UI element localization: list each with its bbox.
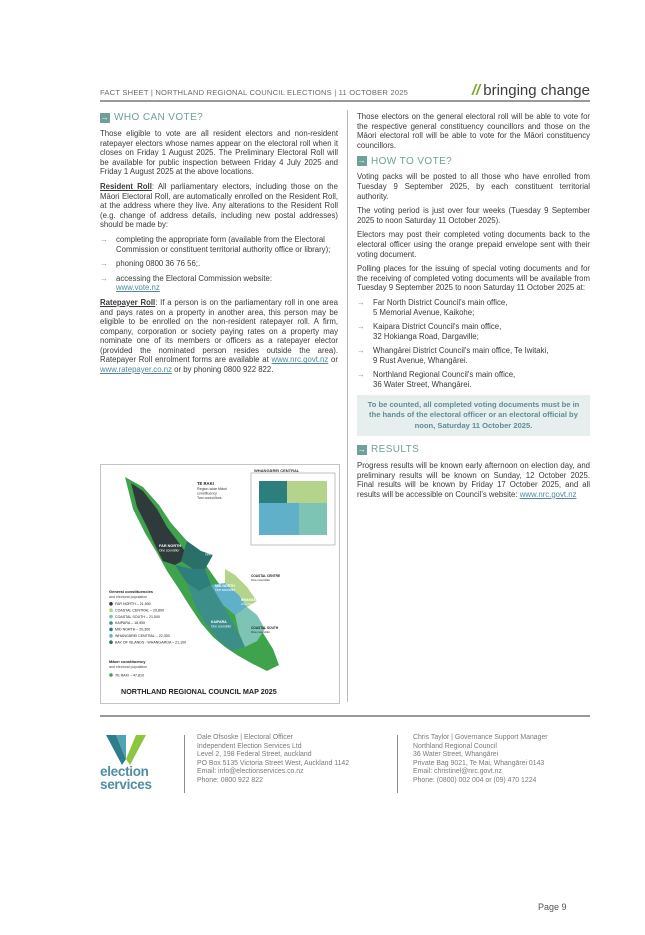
legend-label: MID NORTH – 20,300 <box>115 627 151 632</box>
voting-packs-paragraph: Voting packs will be posted to all those who have enrolled from Tuesday 9 September 2025, by each constituent territorial authority. <box>357 172 590 201</box>
vote-nz-link[interactable]: www.vote.nz <box>116 283 160 293</box>
list-item-text: phoning 0800 36 76 56;. <box>116 259 201 269</box>
footer-rule <box>100 715 590 717</box>
contact-line: 36 Water Street, Whangārei <box>413 751 499 759</box>
election-services-logo <box>100 735 162 795</box>
legend-dot <box>109 673 113 677</box>
region-sub: One councillor <box>159 548 180 553</box>
te-raki-sub2: constituency <box>197 491 217 496</box>
region-label: WHANGĀREI CENTRAL <box>241 598 278 602</box>
maori-legend-label: TE RAKI – 47,810 <box>115 673 144 678</box>
region-label: MID NORTH <box>215 584 235 588</box>
list-item <box>100 235 338 254</box>
inset-title: WHANGĀREI CENTRAL <box>254 468 300 473</box>
or-text: or <box>328 355 338 365</box>
arrow-icon: → <box>100 234 108 244</box>
map-title: NORTHLAND REGIONAL COUNCIL MAP 2025 <box>121 687 277 696</box>
phone-text: or by phoning 0800 922 822. <box>171 365 274 375</box>
region-label: COASTAL CENTRE <box>251 574 281 578</box>
contact-line: Level 2, 198 Federal Street, auckland <box>197 751 312 759</box>
polling-places-list <box>357 298 590 390</box>
te-raki-sub3: Two councillors <box>197 496 222 500</box>
arrow-icon: → <box>100 259 108 269</box>
place-line2: 32 Hokianga Road, Dargaville; <box>373 331 479 341</box>
arrow-icon: → <box>100 273 108 283</box>
header-text: FACT SHEET | NORTHLAND REGIONAL COUNCIL ELECTIONS | 11 OCTOBER 2025 <box>100 88 409 97</box>
polling-places-paragraph: Polling places for the issuing of special voting documents and for the receiving of completed voting documents will be available from Tuesday 9 September 2025 to noon Saturday 11 October 2025 at: <box>357 264 590 293</box>
contact-line: Email: christinel@nrc.govt.nz <box>413 768 502 776</box>
contact-line: Private Bag 9021, Te Mai, Whangārei 0143 <box>413 759 545 767</box>
maori-legend-title: Māori constituency <box>109 659 146 664</box>
section-title: HOW TO VOTE? <box>371 155 453 167</box>
contact-line: PO Box 5135 Victoria Street West, Auckland 1142 <box>197 759 350 767</box>
legend-dot <box>109 640 113 644</box>
legend-dot <box>109 634 113 638</box>
region-sub: One councillor <box>205 552 226 557</box>
column-divider <box>347 110 348 702</box>
region-sub: One councillor <box>251 578 271 582</box>
list-item <box>100 274 338 293</box>
contact-line: Phone: (0800) 002 004 or (09) 470 1224 <box>413 776 537 784</box>
who-can-vote-intro: Those eligible to vote are all resident electors and non-resident ratepayer electors whose names appear on the electoral roll when it closes on Friday 1 August 2025. The Preliminary Electoral Roll will be available for public inspection between Friday 4 July 2025 and Friday 1 August 2025 at the above locations. <box>100 129 338 177</box>
list-item <box>100 259 338 269</box>
legend-label: BAY OF ISLANDS - WHANGAROA – 21,100 <box>115 640 187 645</box>
region-sub: One councillor <box>241 602 261 606</box>
list-item <box>357 322 590 341</box>
constituency-map <box>100 464 340 704</box>
region-label: KAIPARA <box>211 620 227 624</box>
legend-title: General constituencies <box>109 589 154 594</box>
how-to-vote-heading <box>357 155 590 167</box>
arrow-icon: → <box>357 322 365 332</box>
arrow-icon: → <box>357 297 365 307</box>
arrow-box-icon: → <box>357 445 367 455</box>
logo-mark-icon <box>106 735 146 765</box>
place-line2: 9 Rust Avenue, Whangārei. <box>373 355 468 365</box>
region-sub: One councillor <box>215 588 236 592</box>
header-rule <box>100 100 590 102</box>
contact-line: Chris Taylor | Governance Support Manager <box>413 734 548 741</box>
resident-roll-label: Resident Roll <box>100 181 152 191</box>
legend-label: WHANGĀREI CENTRAL – 22,300 <box>115 634 170 638</box>
right-column <box>357 112 590 505</box>
electoral-officer-contact <box>197 734 349 786</box>
place-line2: 5 Memorial Avenue, Kaikohe; <box>373 307 475 317</box>
page-number: Page 9 <box>538 902 567 912</box>
region-label: FAR NORTH <box>159 544 182 548</box>
resident-roll-text: : All parliamentary electors, including those on the Māori Electoral Roll, are automatically enrolled on the Resident Roll, at the address where they live. Any alterations to the Resident Roll (e.g. change of address details, including new postal addresses) should be made by: <box>100 181 338 230</box>
legend-dot <box>109 602 113 606</box>
te-raki-sub1: Region-wide Māori <box>197 487 227 491</box>
logo-line1: election <box>100 764 149 779</box>
arrow-icon: → <box>357 370 365 380</box>
voting-period-paragraph: The voting period is just over four weeks (Tuesday 9 September 2025 to noon Saturday 11 October 2025). <box>357 206 590 225</box>
who-can-vote-heading <box>100 112 338 124</box>
section-title: RESULTS <box>371 444 420 456</box>
header-tagline <box>472 82 590 99</box>
deadline-callout: To be counted, all completed voting documents must be in the hands of the electoral officer or an electoral official by noon, Saturday 11 October 2025. <box>357 395 590 437</box>
logo-line2: services <box>100 777 152 792</box>
legend-sub: and electoral population <box>109 595 148 599</box>
list-item <box>357 298 590 317</box>
maori-legend-sub: and electoral population <box>109 665 148 669</box>
ratepayer-roll-paragraph <box>100 298 338 375</box>
contact-line: Northland Regional Council <box>413 742 497 750</box>
region-label: COASTAL SOUTH <box>251 626 279 630</box>
list-item-text: accessing the Electoral Commission website: <box>116 273 273 283</box>
governance-contact <box>413 734 548 786</box>
contact-line: Email: info@electionservices.co.nz <box>197 768 304 776</box>
arrow-box-icon: → <box>357 156 367 166</box>
place-line1: Far North District Council's main office, <box>373 297 508 307</box>
resident-roll-paragraph <box>100 182 338 230</box>
region-label: BAY OF ISLANDS - WHANGAROA <box>205 548 262 552</box>
region-sub: One councillor <box>251 630 271 634</box>
arrow-box-icon: → <box>100 113 110 122</box>
alteration-list <box>100 235 338 293</box>
legend-label: FAR NORTH – 21,500 <box>115 602 151 606</box>
contact-line: Independent Election Services Ltd <box>197 742 302 750</box>
post-paragraph: Electors may post their completed voting documents back to the electoral officer using the orange prepaid envelope sent with their voting document. <box>357 230 590 259</box>
legend-label: KAIPARA – 18,900 <box>115 621 146 626</box>
contact-line: Dale Ofsoske | Electoral Officer <box>197 734 293 741</box>
legend-label: COASTAL CENTRAL – 20,800 <box>115 608 165 613</box>
te-raki-label: TE RAKI <box>197 481 214 486</box>
list-item-text: completing the appropriate form (available from the Electoral Commission or constituent territorial authority office or library); <box>116 234 331 254</box>
arrow-icon: → <box>357 346 365 356</box>
tagline-text: bringing change <box>483 82 590 99</box>
legend-label: COASTAL SOUTH – 21,000 <box>115 614 160 619</box>
ratepayer-roll-text: : If a person is on the parliamentary roll in one area and pays rates on a property in another area, this person may be eligible to be enrolled on the non-resident ratepayer roll. A firm, company, corporation or society paying rates on a property may nominate one of its members or officers as a ratepayer elector (provided the nominated person resides outside the area). Ratepayer Roll enrolment forms are available at <box>100 297 338 365</box>
footer-divider <box>397 735 398 793</box>
place-line2: 36 Water Street, Whangārei. <box>373 380 472 390</box>
region-sub: One councillor <box>211 624 232 629</box>
place-line1: Northland Regional Council's main office, <box>373 370 516 380</box>
results-link[interactable]: www.nrc.govt.nz <box>519 489 577 499</box>
footer-divider <box>184 735 185 793</box>
legend-dot <box>109 615 113 619</box>
legend-dot <box>109 628 113 632</box>
place-line1: Kaipara District Council's main office, <box>373 322 502 332</box>
list-item <box>357 346 590 365</box>
legend-dot <box>109 621 113 625</box>
results-heading <box>357 444 590 456</box>
legend <box>109 602 186 644</box>
general-roll-paragraph: Those electors on the general electoral roll will be able to vote for the respective general constituency councillors and those on the Māori electoral roll will be able to vote for the Māori constituency councillors. <box>357 112 590 150</box>
map-graphic <box>101 465 339 703</box>
contact-line: Phone: 0800 922 822 <box>197 776 263 784</box>
section-title: WHO CAN VOTE? <box>114 112 204 124</box>
results-paragraph <box>357 461 590 499</box>
legend-dot <box>109 608 113 612</box>
list-item <box>357 370 590 389</box>
slash-icon: // <box>471 82 481 99</box>
nrc-link[interactable]: www.nrc.govt.nz <box>271 355 329 365</box>
left-column <box>100 112 338 380</box>
ratepayer-roll-label: Ratepayer Roll <box>100 297 156 307</box>
ratepayer-link[interactable]: www.ratepayer.co.nz <box>100 365 172 375</box>
place-line1: Whangārei District Council's main office, Te Iwitaki, <box>373 346 549 356</box>
results-text: Progress results will be known early afternoon on election day, and preliminary results will be known on Sunday, 12 October 2025. Final results will be known by Friday 17 October 2025, and all results will be accessible on Council's website: <box>357 461 590 499</box>
